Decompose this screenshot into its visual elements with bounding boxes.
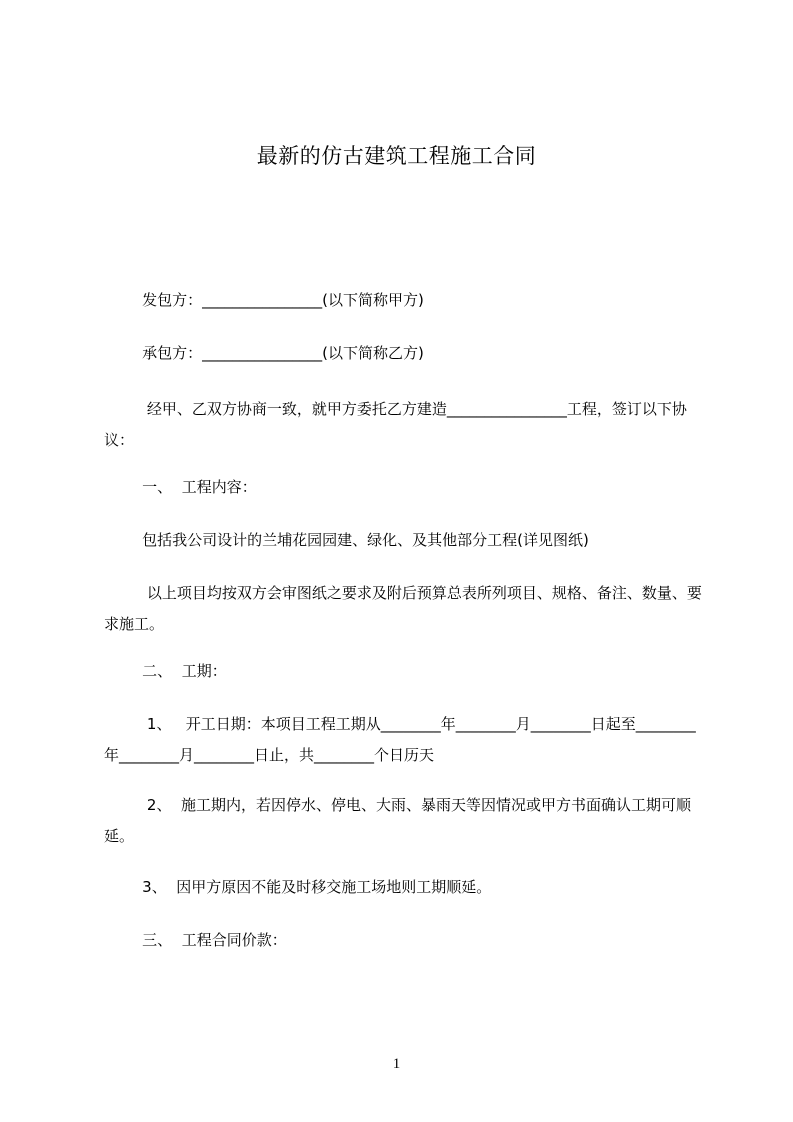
page-number: 1 bbox=[392, 1056, 401, 1072]
paragraph-scope-requirements: 以上项目均按双方会审图纸之要求及附后预算总表所列项目、规格、备注、数量、要求施工。 bbox=[104, 584, 702, 633]
paragraph-contractor-employer: 发包方：________________(以下简称甲方) bbox=[104, 291, 424, 309]
paragraph-contractor-builder: 承包方：________________(以下简称乙方) bbox=[104, 344, 424, 362]
paragraph-scope-detail: 包括我公司设计的兰埔花园园建、绿化、及其他部分工程(详见图纸) bbox=[104, 531, 589, 549]
paragraph-duration-delay: 3、 因甲方原因不能及时移交施工场地则工期顺延。 bbox=[104, 878, 492, 896]
document-title: 最新的仿古建筑工程施工合同 bbox=[256, 144, 537, 168]
paragraph-duration-extension: 2、 施工期内，若因停水、停电、大雨、暴雨天等因情况或甲方书面确认工期可顺延。 bbox=[104, 796, 692, 845]
section-heading-scope: 一、 工程内容： bbox=[104, 478, 257, 496]
paragraph-duration-start: 1、 开工日期：本项目工程工期从________年________月________日起至________年________月________日止，共________个日历天 bbox=[104, 715, 696, 764]
paragraph-agreement-intro: 经甲、乙双方协商一致，就甲方委托乙方建造________________工程，签订以下协议： bbox=[104, 400, 687, 449]
section-heading-duration: 二、 工期： bbox=[104, 662, 227, 680]
section-heading-price: 三、 工程合同价款： bbox=[104, 931, 287, 949]
